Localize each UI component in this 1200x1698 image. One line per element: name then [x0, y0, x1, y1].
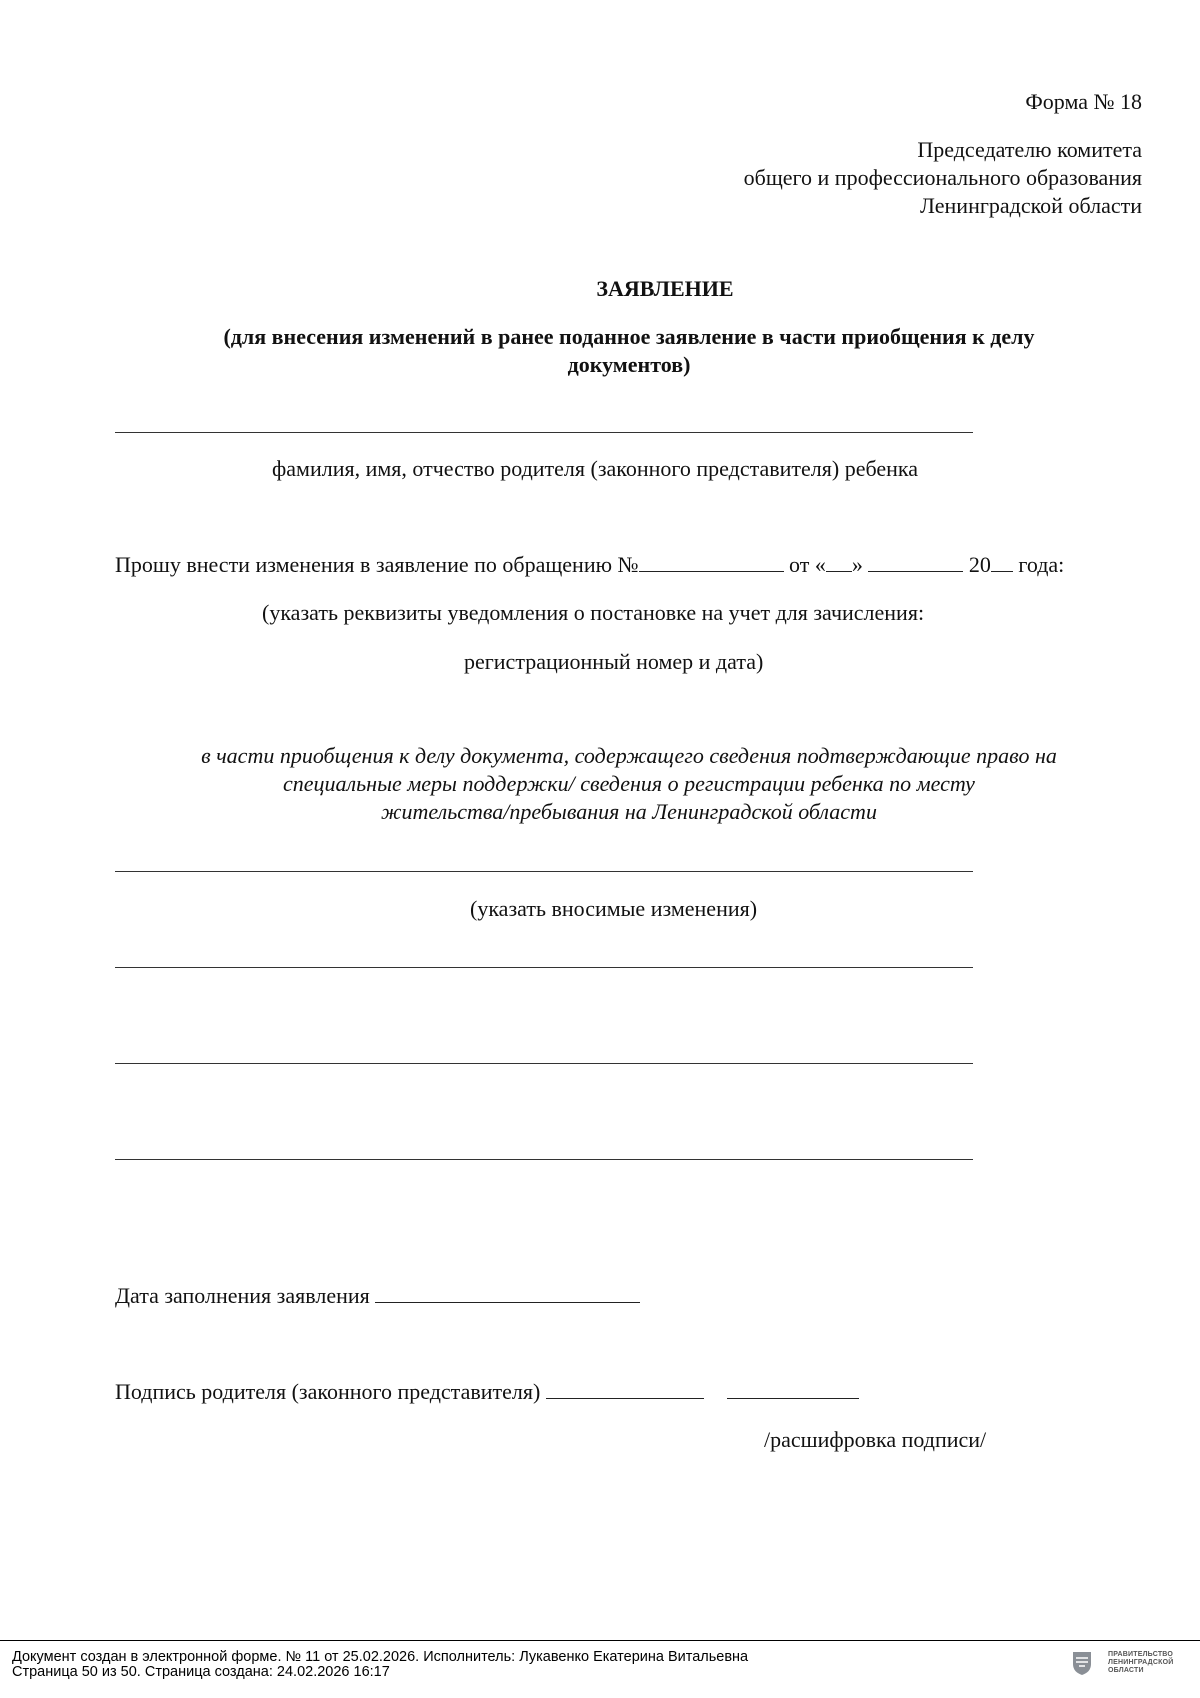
document-title: ЗАЯВЛЕНИЕ [596, 276, 734, 301]
fill-date-row [115, 1282, 640, 1310]
addressee-line: Ленинградской области [920, 193, 1142, 218]
footer-line2: Страница 50 из 50. Страница создана: 24.02.2026 16:17 [12, 1664, 390, 1680]
fill-date-field[interactable] [375, 1282, 640, 1303]
signature-label: Подпись родителя (законного представителя) [115, 1379, 541, 1404]
request-quote-close: » [851, 552, 863, 577]
signature-decode-field[interactable] [727, 1378, 859, 1399]
scope-line2: специальные меры поддержки/ сведения о регистрации ребенка по месту [283, 771, 975, 796]
request-hint-line2: регистрационный номер и дата) [464, 649, 764, 674]
footer-line1: Документ создан в электронной форме. № 11 от 25.02.2026. Исполнитель: Лукавенко Екатерина Витальевна [12, 1649, 749, 1665]
appeal-number-field[interactable] [639, 551, 784, 572]
applicant-name-line[interactable] [115, 432, 973, 433]
addressee-line: общего и профессионального образования [743, 165, 1142, 190]
changes-line[interactable] [115, 1063, 973, 1064]
changes-line[interactable] [115, 871, 973, 872]
request-year-suffix: года: [1018, 552, 1065, 577]
request-text: Прошу внести изменения в заявление по обращению № [115, 552, 639, 577]
signature-row [115, 1378, 859, 1406]
request-line [115, 551, 1064, 579]
footer-divider [0, 1640, 1200, 1641]
document-subtitle-line2: документов) [567, 352, 691, 377]
appeal-day-field[interactable] [826, 551, 852, 572]
government-logo-text: ПРАВИТЕЛЬСТВО ЛЕНИНГРАДСКОЙ ОБЛАСТИ [1108, 1651, 1174, 1674]
scope-line1: в части приобщения к делу документа, содержащего сведения подтверждающие право на [201, 743, 1057, 768]
changes-caption: (указать вносимые изменения) [470, 896, 758, 921]
appeal-month-field[interactable] [868, 551, 963, 572]
applicant-caption: фамилия, имя, отчество родителя (законного представителя) ребенка [272, 456, 919, 481]
signature-decode-caption: /расшифровка подписи/ [764, 1427, 987, 1452]
request-year-prefix: 20 [968, 552, 991, 577]
form-number: Форма № 18 [1025, 89, 1142, 114]
request-hint-line1: (указать реквизиты уведомления о постановке на учет для зачисления: [262, 600, 925, 625]
fill-date-label: Дата заполнения заявления [115, 1283, 370, 1308]
addressee-block [744, 136, 1142, 220]
government-logo-icon [1071, 1650, 1093, 1681]
document-subtitle-line1: (для внесения изменений в ранее поданное заявление в части приобщения к делу [223, 324, 1035, 349]
changes-line[interactable] [115, 1159, 973, 1160]
changes-line[interactable] [115, 967, 973, 968]
scope-line3: жительства/пребывания на Ленинградской области [381, 799, 877, 824]
appeal-year-field[interactable] [991, 551, 1013, 572]
signature-field[interactable] [546, 1378, 704, 1399]
request-from-text: от « [789, 552, 826, 577]
addressee-line: Председателю комитета [917, 137, 1142, 162]
